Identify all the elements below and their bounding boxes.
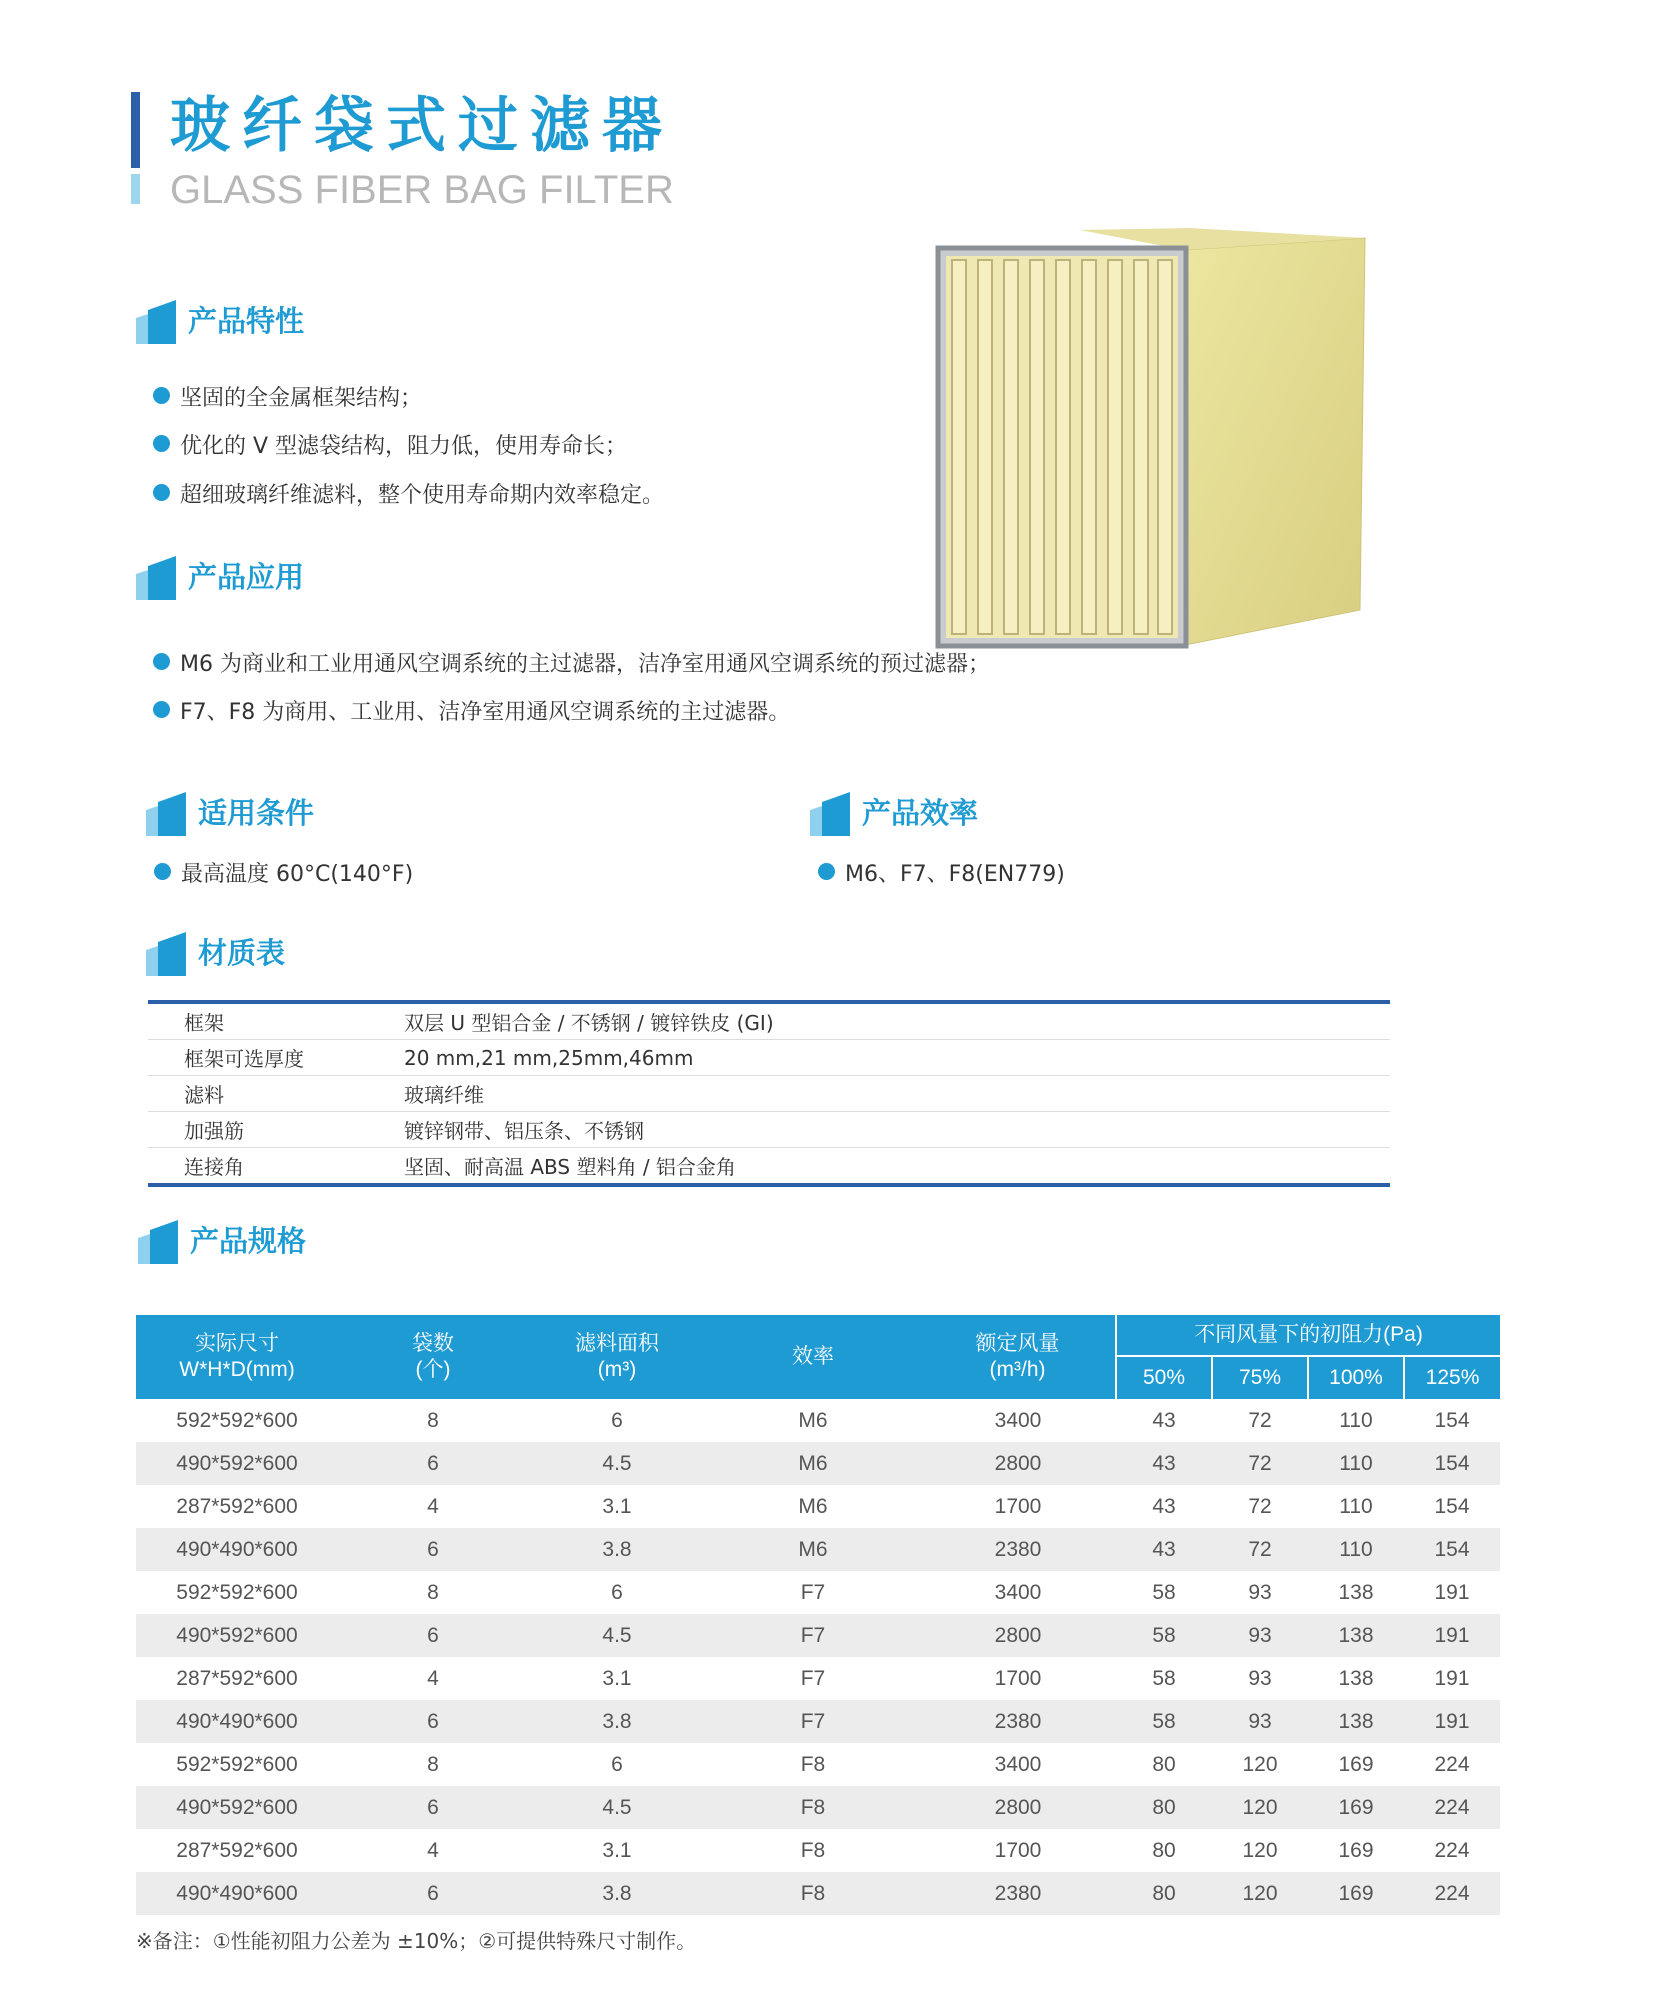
col-header-50: 50% [1116,1356,1212,1399]
table-cell: 6 [611,1408,623,1432]
table-cell: F7 [706,1700,920,1743]
table-cell: 4.5 [528,1786,706,1829]
table-cell: 224 [1434,1838,1470,1862]
section-icon [136,554,176,600]
table-row: 加强筋 镀锌钢带、铝压条、不锈钢 [148,1112,1390,1148]
table-cell: 120 [1242,1752,1278,1776]
section-icon [146,790,186,836]
section-icon [146,930,186,976]
table-cell: 191 [1404,1700,1500,1743]
table-cell: 490*490*600 [136,1700,338,1743]
table-cell: M6 [706,1528,920,1571]
table-cell: 43 [1152,1494,1176,1518]
table-cell: 58 [1152,1580,1176,1604]
table-row: 滤料 玻璃纤维 [148,1076,1390,1112]
page-title: 玻纤袋式过滤器 [170,91,674,161]
table-cell: 110 [1308,1528,1404,1571]
col-header-area: 滤料面积 (m³) [528,1315,706,1399]
table-cell: 4.5 [528,1614,706,1657]
table-row: 框架可选厚度 20 mm,21 mm,25mm,46mm [148,1040,1390,1076]
table-cell: 58 [1152,1666,1176,1690]
col-header-100: 100% [1308,1356,1404,1399]
table-cell: 169 [1308,1872,1404,1915]
table-cell: F7 [800,1580,826,1604]
table-row [136,1700,1500,1743]
table-cell: 3400 [994,1408,1042,1432]
section-icon [136,298,176,344]
table-cell: 58 [1116,1700,1212,1743]
table-cell: 93 [1212,1614,1308,1657]
table-cell: 6 [611,1752,623,1776]
table-cell: 120 [1242,1838,1278,1862]
table-cell: 2380 [920,1700,1116,1743]
section-icon [810,790,850,836]
table-cell: 1700 [994,1666,1042,1690]
table-cell: 1700 [994,1494,1042,1518]
table-cell: 138 [1338,1580,1374,1604]
table-cell: 43 [1116,1528,1212,1571]
table-cell: 6 [338,1872,528,1915]
table-cell: 93 [1212,1700,1308,1743]
table-cell: 191 [1404,1614,1500,1657]
table-cell: M6 [798,1494,828,1518]
table-cell: M6 [798,1408,828,1432]
table-cell: 3.8 [528,1700,706,1743]
table-cell: 72 [1248,1494,1272,1518]
efficiency-item: M6、F7、F8(EN779) [818,860,1065,890]
table-cell: 138 [1308,1700,1404,1743]
table-cell: 43 [1152,1408,1176,1432]
table-cell: 169 [1308,1786,1404,1829]
table-cell: 80 [1116,1872,1212,1915]
col-header-bags: 袋数 (个) [338,1315,528,1399]
table-cell: 2800 [920,1786,1116,1829]
table-cell: F8 [706,1786,920,1829]
table-cell: 72 [1212,1442,1308,1485]
table-cell: 154 [1434,1408,1470,1432]
table-cell: 6 [611,1580,623,1604]
table-cell: 287*592*600 [176,1838,298,1862]
title-accent-bar-light [131,174,140,204]
table-row [136,1786,1500,1829]
table-cell: 93 [1248,1666,1272,1690]
table-cell: 490*490*600 [136,1528,338,1571]
table-cell: 6 [338,1786,528,1829]
feature-item: 坚固的全金属框架结构； [153,384,422,414]
table-cell: 490*592*600 [136,1442,338,1485]
table-cell: 8 [427,1408,439,1432]
table-rule [148,1183,1390,1187]
table-cell: F8 [800,1838,826,1862]
col-header-resistance: 不同风量下的初阻力(Pa) [1116,1315,1500,1356]
table-row [136,1614,1500,1657]
table-cell: 287*592*600 [176,1666,298,1690]
table-row [136,1399,1500,1442]
table-cell: 80 [1116,1786,1212,1829]
table-cell: 2800 [920,1614,1116,1657]
table-cell: 3400 [994,1580,1042,1604]
product-image [930,220,1370,660]
table-cell: F7 [800,1666,826,1690]
table-cell: 2380 [920,1528,1116,1571]
col-header-efficiency: 效率 [706,1315,920,1399]
table-cell: 43 [1116,1442,1212,1485]
title-accent-bar [131,92,140,168]
table-cell: 8 [427,1580,439,1604]
table-cell: 169 [1338,1752,1374,1776]
table-cell: 154 [1404,1442,1500,1485]
table-cell: 592*592*600 [176,1580,298,1604]
table-cell: 6 [338,1528,528,1571]
table-cell: 592*592*600 [176,1752,298,1776]
table-cell: 592*592*600 [176,1408,298,1432]
table-row [136,1528,1500,1571]
table-cell: 6 [338,1442,528,1485]
table-cell: 3400 [994,1752,1042,1776]
table-cell: 6 [338,1614,528,1657]
table-cell: 138 [1308,1614,1404,1657]
table-cell: 490*490*600 [136,1872,338,1915]
condition-item: 最高温度 60°C(140°F) [154,860,413,890]
table-cell: 4 [427,1838,439,1862]
table-cell: M6 [706,1442,920,1485]
table-row [136,1442,1500,1485]
table-cell: 3.1 [602,1494,632,1518]
table-row [136,1571,1500,1614]
feature-item: 超细玻璃纤维滤料，整个使用寿命期内效率稳定。 [153,481,664,511]
table-cell: 2800 [920,1442,1116,1485]
table-cell: 224 [1404,1786,1500,1829]
col-header-size: 实际尺寸 W*H*D(mm) [136,1315,338,1399]
table-row [136,1872,1500,1915]
table-row: 框架 双层 U 型铝合金 / 不锈钢 / 镀锌铁皮 (GI) [148,1004,1390,1040]
table-cell: 3.1 [602,1666,632,1690]
section-icon [138,1218,178,1264]
table-cell: 58 [1116,1614,1212,1657]
table-cell: 6 [338,1700,528,1743]
table-cell: 191 [1434,1666,1470,1690]
materials-table [148,1000,1390,1187]
table-cell: 120 [1212,1786,1308,1829]
table-row [136,1829,1500,1872]
table-cell: 120 [1212,1872,1308,1915]
table-cell: 287*592*600 [176,1494,298,1518]
table-cell: 4.5 [528,1442,706,1485]
table-cell: 72 [1248,1408,1272,1432]
application-item: M6 为商业和工业用通风空调系统的主过滤器，洁净室用通风空调系统的预过滤器； [153,650,990,680]
table-cell: 80 [1152,1752,1176,1776]
table-cell: F8 [800,1752,826,1776]
table-cell: 8 [427,1752,439,1776]
table-cell: 138 [1338,1666,1374,1690]
table-cell: 4 [427,1666,439,1690]
table-cell: F7 [706,1614,920,1657]
footnote: ※备注：①性能初阻力公差为 ±10%；②可提供特殊尺寸制作。 [136,1929,697,1953]
feature-item: 优化的 V 型滤袋结构，阻力低，使用寿命长； [153,432,627,462]
table-cell: 3.8 [528,1872,706,1915]
table-row [136,1485,1500,1528]
table-cell: 191 [1434,1580,1470,1604]
table-cell: 154 [1404,1528,1500,1571]
table-cell: 110 [1339,1408,1373,1432]
table-cell: 3.1 [602,1838,632,1862]
spec-table [136,1315,1500,1915]
table-cell: 1700 [994,1838,1042,1862]
table-cell: 110 [1308,1442,1404,1485]
table-cell: 490*592*600 [136,1614,338,1657]
page-subtitle: GLASS FIBER BAG FILTER [170,168,674,212]
table-row [136,1657,1500,1700]
table-cell: F8 [706,1872,920,1915]
table-cell: 2380 [920,1872,1116,1915]
table-cell: 490*592*600 [136,1786,338,1829]
table-row: 连接角 坚固、耐高温 ABS 塑料角 / 铝合金角 [184,1155,736,1179]
table-cell: 3.8 [528,1528,706,1571]
table-cell: 224 [1404,1872,1500,1915]
table-row [136,1743,1500,1786]
col-header-75: 75% [1212,1356,1308,1399]
table-cell: 80 [1152,1838,1176,1862]
application-item: F7、F8 为商用、工业用、洁净室用通风空调系统的主过滤器。 [153,698,790,728]
col-header-flow: 额定风量 (m³/h) [920,1315,1116,1399]
table-cell: 154 [1434,1494,1470,1518]
table-cell: 72 [1212,1528,1308,1571]
table-cell: 4 [427,1494,439,1518]
table-cell: 169 [1338,1838,1374,1862]
table-cell: 93 [1248,1580,1272,1604]
table-cell: 110 [1339,1494,1373,1518]
table-cell: 224 [1434,1752,1470,1776]
col-header-125: 125% [1404,1356,1500,1399]
